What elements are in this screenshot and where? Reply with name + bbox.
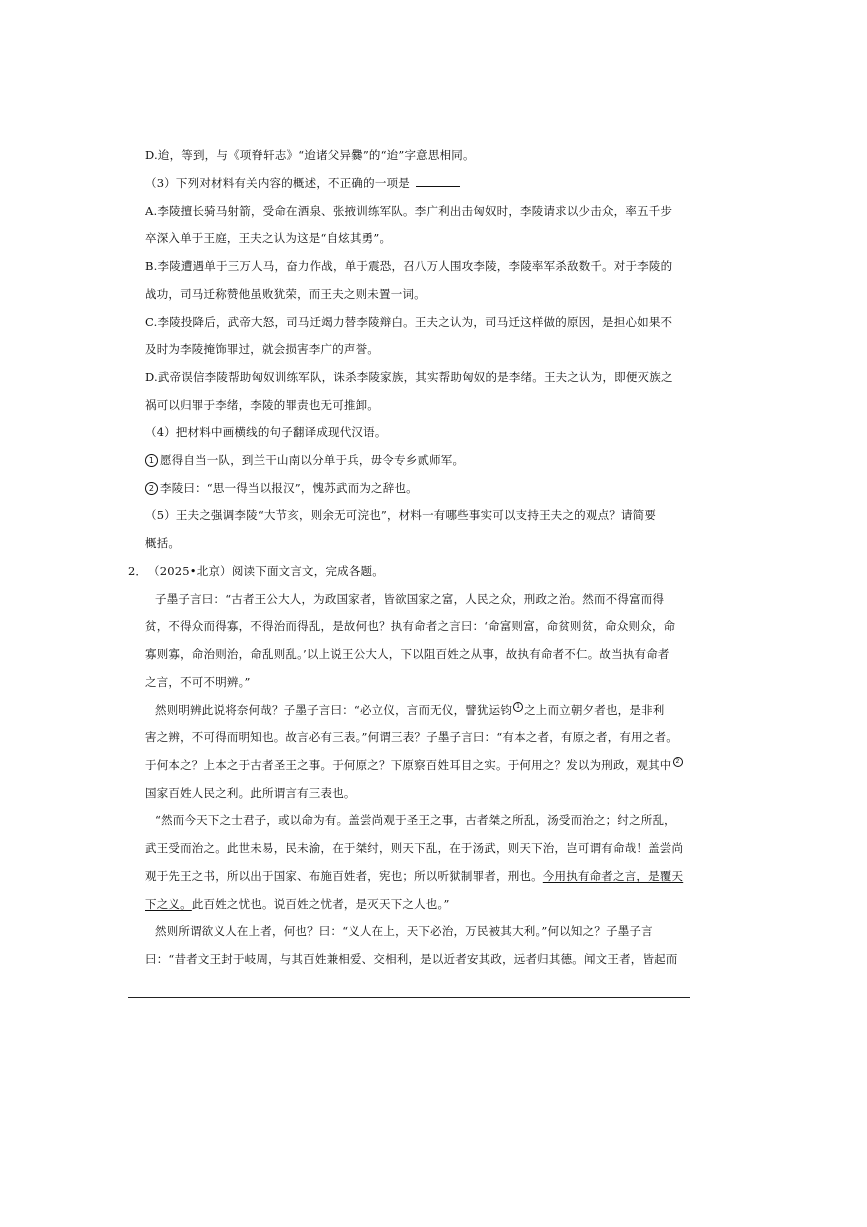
footnote-marker-2[interactable]: 2 (673, 757, 683, 767)
passage-p2-line-1-b: 之上而立朝夕者也，是非利 (524, 703, 665, 717)
passage-p2-line-1 (155, 702, 715, 718)
question-3-prompt (145, 175, 705, 191)
option-b-line-2: 战功，司马迁称赞他虽败犹荣，而王夫之则未置一词。 (145, 287, 426, 301)
passage-p1-line-3: 寡则寡，命治则治，命乱则乱。’以上说王公大人，下以阻百姓之从事，故执有命者不仁。故当执有命者 (145, 647, 670, 661)
passage-p3-line-4 (145, 896, 705, 912)
question-5-line-2: 概括。 (145, 536, 181, 550)
passage-p1-line-4: 之言，不可不明辨。” (145, 675, 251, 689)
passage-p4-line-2: 曰：“昔者文王封于岐周，与其百姓兼相爱、交相利，是以近者安其政，远者归其德。闻文王者，皆起而 (145, 952, 678, 966)
translation-item-1-text: 愿得自当一队，到兰干山南以分单于兵，毋令专乡贰师军。 (160, 453, 465, 467)
circled-number-1: 1 (145, 454, 158, 467)
option-d-line: D.迨，等到，与《项脊轩志》“迨诸父异爨”的“迨”字意思相同。 (145, 148, 475, 162)
passage-p3-line-1: “然而今天下之士君子，或以命为有。盖尝尚观于圣王之事，古者桀之所乱，汤受而治之；纣之所乱， (155, 813, 676, 827)
passage-p4-line-1: 然则所谓欲义人在上者，何也？曰：“义人在上，天下必治，万民被其大利。”何以知之？子墨子言 (155, 924, 653, 938)
question-2-number: 2． (128, 564, 147, 578)
translation-item-2-text: 李陵曰：“思一得当以报汉”，愧苏武而为之辞也。 (160, 481, 418, 495)
passage-p2-line-3-a: 于何本之？上本之于古者圣王之事。于何原之？下原察百姓耳目之实。于何用之？发以为刑政，观其中 (145, 758, 672, 772)
page-footer-rule (128, 997, 690, 998)
passage-p3-line-4-b: 此百姓之忧也。说百姓之忧者，是灭天下之人也。” (191, 897, 450, 911)
question-3-text: （3）下列对材料有关内容的概述，不正确的一项是 (145, 176, 410, 190)
passage-p1-line-2: 贫，不得众而得寡，不得治而得乱，是故何也？执有命者之言曰：‘命富则富，命贫则贫，命众则众，命 (145, 619, 676, 633)
passage-p2-line-4: 国家百姓人民之利。此所谓言有三表也。 (145, 786, 356, 800)
question-5-line-1: （5）王夫之强调李陵“大节亥，则余无可浣也”，材料一有哪些事实可以支持王夫之的观点？请简要 (145, 508, 657, 522)
option-c-line-1: C.李陵投降后，武帝大怒，司马迁竭力替李陵辩白。王夫之认为，司马迁这样做的原因，是担心如果不 (145, 315, 673, 329)
option-d2-line-2: 祸可以归罪于李绪，李陵的罪责也无可推卸。 (145, 398, 379, 412)
option-d2-line-1: D.武帝误信李陵帮助匈奴训练军队，诛杀李陵家族，其实帮助匈奴的是李绪。王夫之认为，即便灭族之 (145, 370, 673, 384)
underlined-sentence-part-1: 今用执有命者之言，是覆天 (542, 869, 684, 883)
answer-blank[interactable] (416, 176, 460, 187)
translation-item-1 (145, 452, 705, 468)
passage-p2-line-2: 害之辨，不可得而明知也。故言必有三表。”何谓三表？子墨子言曰：“有本之者，有原之者，有用之者。 (145, 730, 678, 744)
passage-p3-line-2: 武王受而治之。此世未易，民未渝，在于桀纣，则天下乱，在于汤武，则天下治，岂可谓有命哉！盖尝尚 (145, 841, 684, 855)
option-c-line-2: 及时为李陵掩饰罪过，就会损害李广的声誉。 (145, 342, 379, 356)
footnote-marker-1[interactable]: 1 (513, 702, 523, 712)
translation-item-2 (145, 480, 705, 496)
question-2-heading: （2025•北京）阅读下面文言文，完成各题。 (148, 564, 384, 578)
underlined-sentence-part-2: 下之义。 (145, 897, 192, 911)
passage-p3-line-3 (145, 868, 705, 884)
question-4-prompt: （4）把材料中画横线的句子翻译成现代汉语。 (145, 425, 387, 439)
option-a-line-1: A.李陵擅长骑马射箭，受命在酒泉、张掖训练军队。李广利出击匈奴时，李陵请求以少击众，率五千步 (145, 204, 673, 218)
option-a-line-2: 卒深入单于王庭，王夫之认为这是“自炫其勇”。 (145, 231, 392, 245)
passage-p2-line-1-a: 然则明辨此说将奈何哉？子墨子言曰：“必立仪，言而无仪，譬犹运钧 (155, 703, 513, 717)
passage-p1-line-1: 子墨子言曰：“古者王公大人，为政国家者，皆欲国家之富，人民之众，刑政之治。然而不得富而得 (155, 592, 665, 606)
passage-p2-line-3 (145, 757, 705, 773)
passage-p3-line-3-a: 观于先王之书，所以出于国家、布施百姓者，宪也；所以听狱制罪者，刑也。 (145, 869, 543, 883)
option-b-line-1: B.李陵遭遇单于三万人马，奋力作战，单于震恐，召八万人围攻李陵，李陵率军杀敌数千。对于李陵的 (145, 259, 673, 273)
circled-number-2: 2 (145, 482, 158, 495)
